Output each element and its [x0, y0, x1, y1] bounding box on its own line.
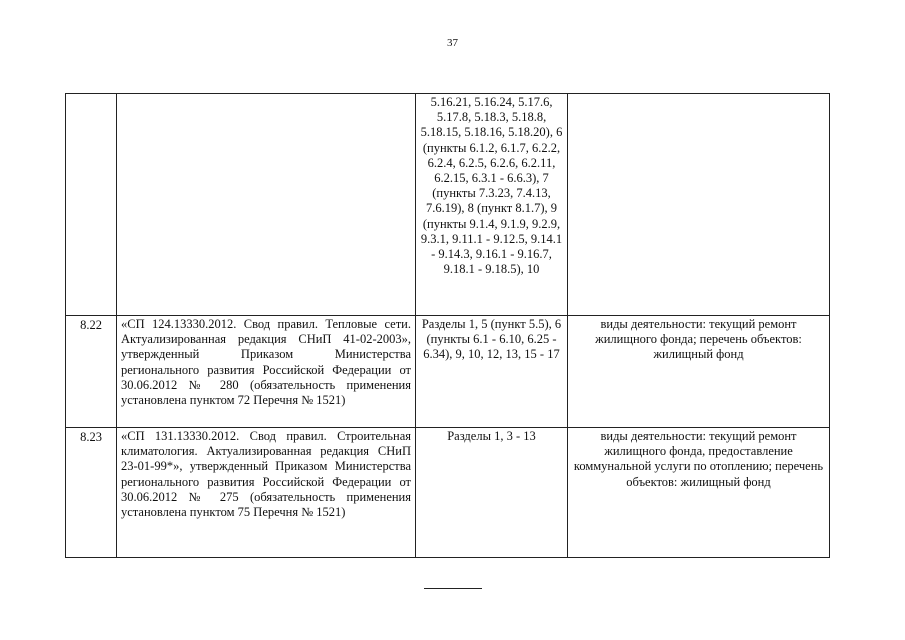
table-row	[66, 316, 830, 428]
page-number: 37	[447, 37, 458, 49]
table-row	[66, 428, 830, 558]
document-title	[117, 94, 416, 316]
application-scope: виды деятельности: текущий ремонт жилищного фонда; перечень объектов: жилищный фонд	[568, 316, 830, 428]
application-scope: виды деятельности: текущий ремонт жилищного фонда, предоставление коммунальной услуги по отоплению; перечень объектов: жилищный фонд	[568, 428, 830, 558]
applicable-sections: Разделы 1, 3 - 13	[416, 428, 568, 558]
document-title: «СП 124.13330.2012. Свод правил. Тепловые сети. Актуализированная редакция СНиП 41-02-2003», утвержденный Приказом Министерства регионального развития Российской Федерации от 30.06.2012 № 280 (обязательность применения установлена пунктом 72 Перечня № 1521)	[117, 316, 416, 428]
application-scope	[568, 94, 830, 316]
table-row	[66, 94, 830, 316]
row-number	[66, 94, 117, 316]
row-number: 8.23	[66, 428, 117, 558]
applicable-sections: Разделы 1, 5 (пункт 5.5), 6 (пункты 6.1 - 6.10, 6.25 - 6.34), 9, 10, 12, 13, 15 - 17	[416, 316, 568, 428]
document-title: «СП 131.13330.2012. Свод правил. Строительная климатология. Актуализированная редакция СНиП 23-01-99*», утвержденный Приказом Министерства регионального развития Российской Федерации от 30.06.2012 № 275 (обязательность применения установлена пунктом 75 Перечня № 1521)	[117, 428, 416, 558]
footnote-divider	[424, 588, 482, 589]
row-number: 8.22	[66, 316, 117, 428]
applicable-sections: 5.16.21, 5.16.24, 5.17.6, 5.17.8, 5.18.3, 5.18.8, 5.18.15, 5.18.16, 5.18.20), 6 (пункты 6.1.2, 6.1.7, 6.2.2, 6.2.4, 6.2.5, 6.2.6, 6.2.11, 6.2.15, 6.3.1 - 6.6.3), 7 (пункты 7.3.23, 7.4.13, 7.6.19), 8 (пункт 8.1.7), 9 (пункты 9.1.4, 9.1.9, 9.2.9, 9.3.1, 9.11.1 - 9.12.5, 9.14.1 - 9.14.3, 9.16.1 - 9.16.7, 9.18.1 - 9.18.5), 10	[416, 94, 568, 316]
requirements-table	[65, 93, 830, 558]
